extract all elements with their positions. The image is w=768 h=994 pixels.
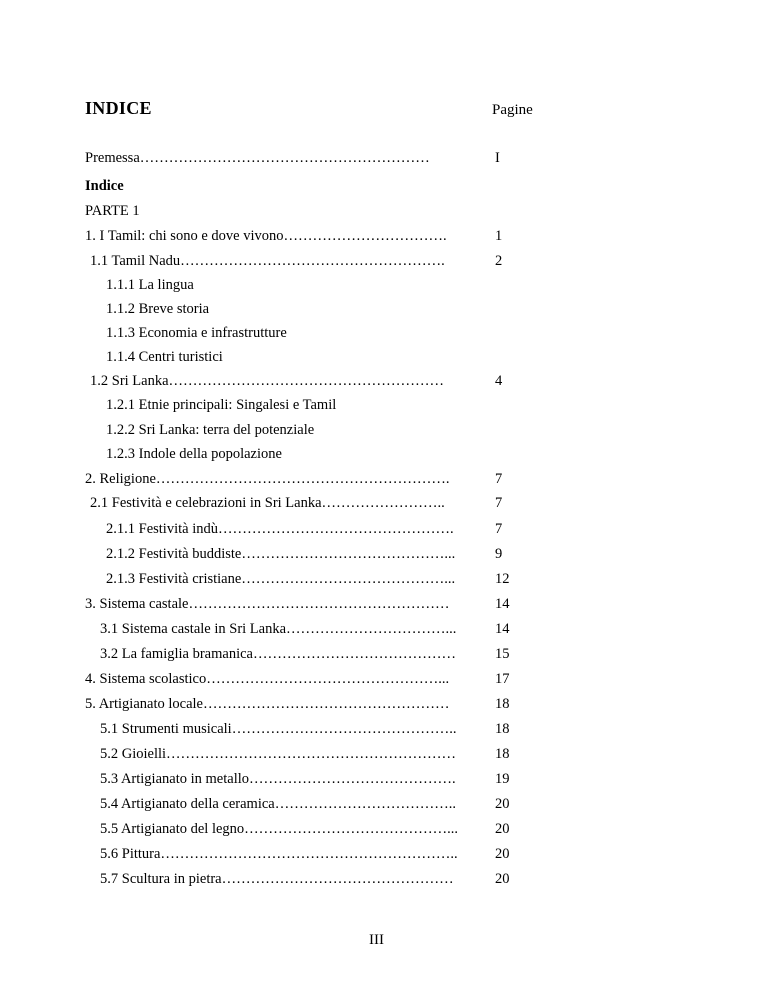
toc-entry-page: 12 — [495, 571, 510, 587]
toc-entry-page: 2 — [495, 253, 503, 269]
toc-entry-title: 1.1.3 Economia e infrastrutture — [106, 325, 287, 341]
toc-entry — [0, 418, 768, 442]
toc-entry — [0, 517, 768, 541]
pages-column-label: Pagine — [492, 102, 533, 118]
toc-entry — [0, 273, 768, 297]
toc-entry — [0, 249, 768, 273]
toc-entry-title: 1.2 Sri Lanka………………………………………………… — [90, 373, 445, 389]
toc-entry — [0, 792, 768, 816]
toc-entry — [0, 467, 768, 491]
toc-entry — [0, 369, 768, 393]
toc-entry — [0, 717, 768, 741]
toc-entry-title: 1. I Tamil: chi sono e dove vivono……………………………. — [85, 228, 447, 244]
toc-entry-page: 15 — [495, 646, 510, 662]
toc-entry — [0, 692, 768, 716]
toc-entry — [0, 567, 768, 591]
toc-entry-title: 5.4 Artigianato della ceramica……………………………….. — [100, 796, 456, 812]
toc-entry-title: 2.1 Festività e celebrazioni in Sri Lanka…………………….. — [90, 495, 445, 511]
toc-entry-title: 2.1.1 Festività indù…………………………………………. — [106, 521, 454, 537]
toc-entry-page: 14 — [495, 596, 510, 612]
toc-entry-page: 7 — [495, 471, 503, 487]
toc-entry — [0, 742, 768, 766]
toc-entry-title: 5. Artigianato locale…………………………………………… — [85, 696, 450, 712]
toc-entry-page: 20 — [495, 871, 510, 887]
toc-entry-title: Indice — [85, 178, 124, 194]
toc-entry-page: 20 — [495, 821, 510, 837]
toc-entry-title: 3.2 La famiglia bramanica…………………………………… — [100, 646, 456, 662]
toc-entry-title: 1.1.4 Centri turistici — [106, 349, 223, 365]
toc-entry — [0, 842, 768, 866]
toc-entry-title: 1.2.2 Sri Lanka: terra del potenziale — [106, 422, 315, 438]
toc-entry-title: 5.7 Scultura in pietra………………………………………… — [100, 871, 454, 887]
toc-entry-title: 1.2.3 Indole della popolazione — [106, 446, 282, 462]
toc-entry — [0, 542, 768, 566]
index-title: INDICE — [85, 98, 152, 118]
toc-entry-title: 5.6 Pittura…………………………………………………….. — [100, 846, 458, 862]
toc-entry — [0, 617, 768, 641]
toc-entry — [0, 224, 768, 248]
toc-entry-title: 2.1.2 Festività buddiste……………………………………... — [106, 546, 456, 562]
toc-entry-title: 1.2.1 Etnie principali: Singalesi e Tamil — [106, 397, 337, 413]
page-number: III — [369, 932, 384, 948]
toc-entry-page: 7 — [495, 521, 503, 537]
toc-entry — [0, 199, 768, 223]
toc-entry-page: 14 — [495, 621, 510, 637]
toc-entry — [0, 442, 768, 466]
toc-entry-title: 1.1 Tamil Nadu………………………………………………. — [90, 253, 445, 269]
toc-entry-title: 5.1 Strumenti musicali……………………………………….. — [100, 721, 457, 737]
toc-entry-page: 20 — [495, 846, 510, 862]
toc-entry — [0, 642, 768, 666]
toc-entry-title: 1.1.1 La lingua — [106, 277, 194, 293]
toc-entry-title: 4. Sistema scolastico…………………………………………... — [85, 671, 450, 687]
toc-entry-title: 5.5 Artigianato del legno……………………………………... — [100, 821, 459, 837]
toc-entry-page: I — [495, 150, 500, 166]
toc-entry — [0, 867, 768, 891]
toc-entry-title: 3. Sistema castale……………………………………………… — [85, 596, 450, 612]
toc-entry-title: 3.1 Sistema castale in Sri Lanka……………………………... — [100, 621, 457, 637]
toc-entry-page: 19 — [495, 771, 510, 787]
toc-entry-title: 1.1.2 Breve storia — [106, 301, 210, 317]
toc-entry — [0, 817, 768, 841]
toc-entry — [0, 321, 768, 345]
toc-entry-title: 5.3 Artigianato in metallo……………………………………. — [100, 771, 456, 787]
toc-entry — [0, 491, 768, 515]
toc-entry-page: 4 — [495, 373, 503, 389]
toc-entry-title: PARTE 1 — [85, 203, 140, 219]
toc-entry — [0, 393, 768, 417]
toc-entry — [0, 345, 768, 369]
toc-entry-title: 2. Religione……………………………………………………. — [85, 471, 450, 487]
toc-entry-title: 2.1.3 Festività cristiane……………………………………... — [106, 571, 456, 587]
toc-entry — [0, 767, 768, 791]
toc-entry-title: 5.2 Gioielli…………………………………………………… — [100, 746, 457, 762]
toc-entry — [0, 146, 768, 170]
toc-entry — [0, 592, 768, 616]
toc-entry — [0, 174, 768, 198]
toc-entry — [0, 297, 768, 321]
toc-entry-page: 18 — [495, 721, 510, 737]
toc-entry-page: 17 — [495, 671, 510, 687]
toc-entry-page: 7 — [495, 495, 503, 511]
toc-entry-page: 20 — [495, 796, 510, 812]
toc-entry — [0, 667, 768, 691]
toc-entry-page: 18 — [495, 696, 510, 712]
toc-entry-title: Premessa…………………………………………………… — [85, 150, 430, 166]
toc-entry-page: 1 — [495, 228, 503, 244]
toc-entry-page: 18 — [495, 746, 510, 762]
toc-entry-page: 9 — [495, 546, 503, 562]
